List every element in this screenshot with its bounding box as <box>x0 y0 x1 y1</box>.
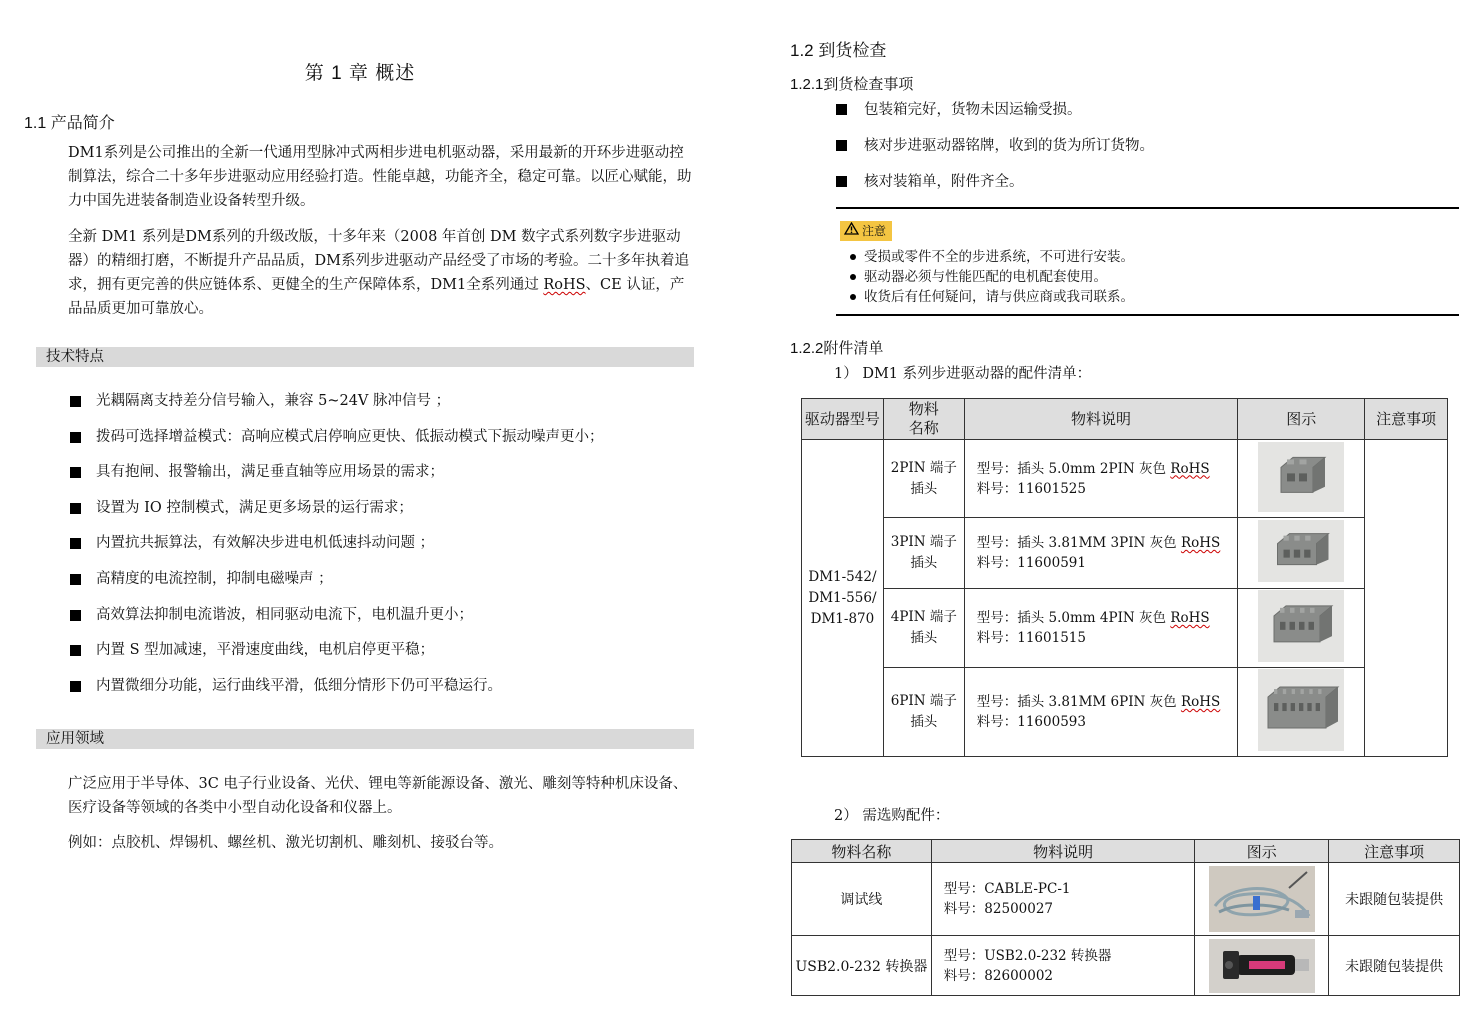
note-cell: 未跟随包装提供 <box>1329 863 1460 936</box>
material-name-cell <box>883 518 964 589</box>
rohs-mark: RoHS <box>1180 694 1221 710</box>
terminal-plug-photo <box>1258 669 1344 755</box>
section-number: 1.2 <box>790 41 814 60</box>
material-name-cell: USB2.0-232 转换器 <box>792 936 932 996</box>
feature-item: 内置 S 型加减速，平滑速度曲线，电机启停更平稳； <box>68 633 604 669</box>
intro-paragraph-2-tail: 、CE 认证，产品品质更加可靠放心。 <box>68 277 685 317</box>
section-heading-1-2 <box>790 36 886 61</box>
model-line: DM1-870 <box>810 610 875 627</box>
header-cell: 注意事项 <box>1329 840 1460 863</box>
header-line: 名称 <box>908 420 939 437</box>
name-line: 2PIN 端子 <box>890 459 957 476</box>
section-heading-1-2-1 <box>790 73 913 94</box>
arrival-check-list <box>836 92 1154 200</box>
feature-item: 具有抱闸、报警输出，满足垂直轴等应用场景的需求； <box>68 455 604 491</box>
notice-list <box>848 247 1134 307</box>
usb-converter-photo <box>1209 939 1315 993</box>
rohs-mark: RoHS <box>1170 460 1210 477</box>
features-heading: 技术特点 <box>36 347 694 367</box>
check-item: 核对步进驱动器铭牌，收到的货为所订货物。 <box>836 128 1154 164</box>
photo-cell <box>1238 668 1365 757</box>
terminal-plug-photo <box>1258 520 1344 586</box>
accessory-table <box>801 398 1448 757</box>
applications-heading: 应用领域 <box>36 729 694 749</box>
material-desc-cell <box>931 936 1195 996</box>
code-text: 料号：11601515 <box>976 630 1086 646</box>
driver-model-cell <box>802 440 884 757</box>
material-desc-cell <box>931 863 1195 936</box>
feature-item: 光耦隔离支持差分信号输入，兼容 5~24V 脉冲信号 ； <box>68 384 604 420</box>
type-text: 型号：USB2.0-232 转换器 <box>943 947 1112 964</box>
header-cell: 图示 <box>1238 399 1365 440</box>
feature-item: 内置抗共振算法，有效解决步进电机低速抖动问题 ； <box>68 526 604 562</box>
name-line: 插头 <box>910 480 938 497</box>
table-row <box>802 518 1448 589</box>
optional-table <box>791 839 1460 996</box>
applications-paragraph-1: 广泛应用于半导体、3C 电子行业设备、光伏、锂电等新能源设备、激光、雕刻等特种机床设备、医疗设备等领域的各类中小型自动化设备和仪器上。 <box>68 776 688 816</box>
section-number: 1.1 <box>24 115 47 132</box>
code-text: 料号：11600593 <box>976 714 1086 730</box>
header-line: 物料 <box>908 401 939 418</box>
note-cell <box>1365 440 1448 757</box>
type-text: 型号：CABLE-PC-1 <box>943 881 1071 897</box>
material-name-cell <box>883 589 964 668</box>
intro-paragraph-2 <box>68 225 696 321</box>
notice-box <box>836 207 1459 316</box>
model-line: DM1-556/ <box>808 589 877 606</box>
note-cell: 未跟随包装提供 <box>1329 936 1460 996</box>
type-text: 型号：插头 5.0mm 4PIN 灰色 <box>976 610 1171 626</box>
code-text: 料号：82500027 <box>943 901 1054 917</box>
feature-item: 设置为 IO 控制模式，满足更多场景的运行需求； <box>68 491 604 527</box>
material-desc-cell <box>964 589 1238 668</box>
notice-badge <box>840 221 892 241</box>
material-desc-cell <box>964 668 1238 757</box>
feature-item: 高效算法抑制电流谐波，相同驱动电流下，电机温升更小； <box>68 598 604 634</box>
table-row <box>802 589 1448 668</box>
feature-item: 拨码可选择增益模式：高响应模式启停响应更快、低振动模式下振动噪声更小； <box>68 420 604 456</box>
terminal-plug-photo <box>1258 590 1344 666</box>
section-number: 1.2.2 <box>790 340 824 357</box>
debug-cable-photo <box>1209 866 1315 932</box>
section-title: 到货检查 <box>818 41 887 60</box>
optional-intro: 2） 需选购配件： <box>834 808 950 824</box>
material-desc-cell <box>964 518 1238 589</box>
applications-paragraph-2: 例如：点胶机、焊锡机、螺丝机、激光切割机、雕刻机、接驳台等。 <box>68 835 503 851</box>
name-line: 插头 <box>910 630 938 646</box>
section-number: 1.2.1 <box>790 76 824 93</box>
model-line: DM1-542/ <box>808 568 877 585</box>
section-heading-1-1 <box>24 110 115 133</box>
photo-cell <box>1238 440 1365 518</box>
material-desc-cell <box>964 440 1238 518</box>
name-line: 3PIN 端子 <box>890 534 957 550</box>
name-line: 6PIN 端子 <box>890 693 957 709</box>
header-cell: 注意事项 <box>1365 399 1448 440</box>
code-text: 料号：11600591 <box>976 555 1086 571</box>
name-line: 插头 <box>910 555 938 571</box>
photo-cell <box>1238 518 1365 589</box>
table-header-row <box>792 840 1460 863</box>
section-title: 附件清单 <box>823 340 884 357</box>
chapter-title: 第 1 章 概述 <box>304 63 416 84</box>
warning-triangle-icon <box>844 221 859 241</box>
table-row <box>802 668 1448 757</box>
feature-item: 高精度的电流控制，抑制电磁噪声 ； <box>68 562 604 598</box>
rohs-mark: RoHS <box>1170 610 1210 626</box>
material-name-cell: 调试线 <box>792 863 932 936</box>
header-cell: 驱动器型号 <box>802 399 884 440</box>
header-cell: 物料说明 <box>964 399 1238 440</box>
photo-cell <box>1238 589 1365 668</box>
intro-paragraph-1: DM1系列是公司推出的全新一代通用型脉冲式两相步进电机驱动器，采用最新的开环步进驱动控制算法，综合二十多年步进驱动应用经验打造。性能卓越，功能齐全，稳定可靠。以匠心赋能，助力中国先进装备制造业设备转型升级。 <box>68 145 692 209</box>
table-row <box>792 863 1460 936</box>
check-item: 核对装箱单，附件齐全。 <box>836 164 1154 200</box>
notice-item: 驱动器必须与性能匹配的电机配套使用。 <box>848 267 1134 287</box>
code-text: 料号：82600002 <box>943 967 1054 984</box>
material-name-cell <box>883 440 964 518</box>
header-cell <box>883 399 964 440</box>
terminal-plug-photo <box>1258 442 1344 516</box>
table-header-row <box>802 399 1448 440</box>
header-cell: 物料说明 <box>931 840 1195 863</box>
accessory-intro: 1） DM1 系列步进驱动器的配件清单： <box>834 366 1092 382</box>
material-name-cell <box>883 668 964 757</box>
notice-label: 注意 <box>862 224 887 238</box>
features-list <box>68 384 604 704</box>
check-item: 包装箱完好，货物未因运输受损。 <box>836 92 1154 128</box>
photo-cell <box>1195 936 1329 996</box>
photo-cell <box>1195 863 1329 936</box>
header-cell: 物料名称 <box>792 840 932 863</box>
rohs-mark: RoHS <box>1180 535 1221 551</box>
type-text: 型号：插头 3.81MM 6PIN 灰色 <box>976 694 1181 710</box>
header-cell: 图示 <box>1195 840 1329 863</box>
feature-item: 内置微细分功能，运行曲线平滑，低细分情形下仍可平稳运行。 <box>68 669 604 705</box>
type-text: 型号：插头 3.81MM 3PIN 灰色 <box>976 535 1181 551</box>
section-heading-1-2-2 <box>790 337 883 358</box>
section-title: 到货检查事项 <box>823 76 914 93</box>
intro-paragraph-2-text: 全新 DM1 系列是DM系列的升级改版，十多年来（2008 年首创 DM 数字式系列数字步进驱动器）的精细打磨，不断提升产品品质，DM系列步进驱动产品经受了市场的考验。二十多年执着追求，拥有更完善的供应链体系、更健全的生产保障体系，DM1全系列通过 <box>68 229 689 293</box>
type-text: 型号：插头 5.0mm 2PIN 灰色 <box>976 460 1171 477</box>
table-row <box>792 936 1460 996</box>
name-line: 插头 <box>910 714 938 730</box>
table-row <box>802 440 1448 518</box>
code-text: 料号：11601525 <box>976 480 1086 497</box>
section-title: 产品简介 <box>50 115 115 132</box>
name-line: 4PIN 端子 <box>890 609 957 625</box>
rohs-mark: RoHS <box>543 277 586 293</box>
notice-item: 收货后有任何疑问，请与供应商或我司联系。 <box>848 287 1134 307</box>
notice-item: 受损或零件不全的步进系统，不可进行安装。 <box>848 247 1134 267</box>
